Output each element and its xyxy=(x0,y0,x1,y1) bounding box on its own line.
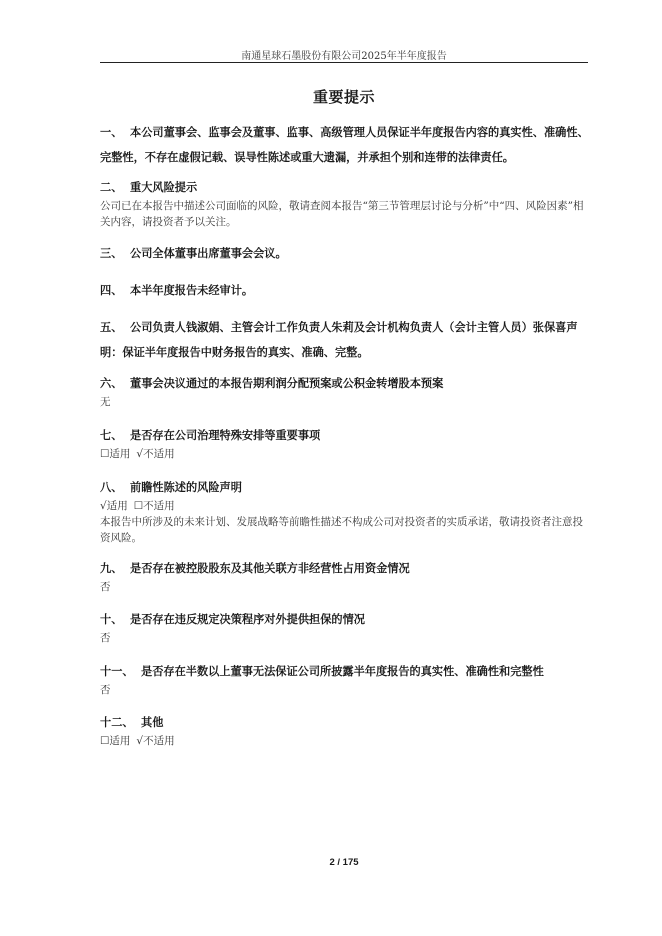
section-5-text: 公司负责人钱淑娟、主管会计工作负责人朱莉及会计机构负责人（会计主管人员）张保喜声明：保证半年度报告中财务报告的真实、准确、完整。 xyxy=(100,320,578,359)
section-8-number: 八、 xyxy=(100,480,123,494)
option-applicable: ☐适用 xyxy=(100,735,131,747)
section-2 xyxy=(100,177,590,230)
option-not-applicable: √不适用 xyxy=(136,735,175,747)
section-9-heading xyxy=(100,558,590,579)
section-5-heading xyxy=(100,315,590,365)
section-11 xyxy=(100,661,590,698)
section-10-number: 十、 xyxy=(100,612,123,626)
section-11-number: 十一、 xyxy=(100,664,134,678)
section-7-text: 是否存在公司治理特殊安排等重要事项 xyxy=(130,428,321,442)
section-10-heading xyxy=(100,609,590,630)
section-12-heading xyxy=(100,712,590,733)
section-4-heading xyxy=(100,280,590,301)
section-7 xyxy=(100,425,590,462)
section-3 xyxy=(100,243,590,264)
section-8-text: 前瞻性陈述的风险声明 xyxy=(130,480,242,494)
section-2-number: 二、 xyxy=(100,180,123,194)
section-8 xyxy=(100,477,590,546)
section-7-options xyxy=(100,446,590,462)
page-title: 重要提示 xyxy=(312,88,375,106)
section-1-text: 本公司董事会、监事会及董事、监事、高级管理人员保证半年度报告内容的真实性、准确性、完整性，不存在虚假记载、误导性陈述或重大遗漏，并承担个别和连带的法律责任。 xyxy=(100,125,589,164)
section-8-body: 本报告中所涉及的未来计划、发展战略等前瞻性描述不构成公司对投资者的实质承诺，敬请投资者注意投资风险。 xyxy=(100,516,583,544)
section-11-text: 是否存在半数以上董事无法保证公司所披露半年度报告的真实性、准确性和完整性 xyxy=(141,664,544,678)
section-6-body: 无 xyxy=(100,396,111,408)
section-11-heading xyxy=(100,661,590,682)
section-10-text: 是否存在违反规定决策程序对外提供担保的情况 xyxy=(130,612,365,626)
section-6-number: 六、 xyxy=(100,376,123,390)
section-12-text: 其他 xyxy=(141,715,164,729)
section-5-number: 五、 xyxy=(100,320,123,334)
header-rule xyxy=(100,62,588,63)
section-3-heading xyxy=(100,243,590,264)
section-7-heading xyxy=(100,425,590,446)
option-applicable: √适用 xyxy=(100,500,128,512)
section-10 xyxy=(100,609,590,646)
section-9-number: 九、 xyxy=(100,561,123,575)
section-6-text: 董事会决议通过的本报告期利润分配预案或公积金转增股本预案 xyxy=(130,376,444,390)
option-not-applicable: ☐不适用 xyxy=(133,500,175,512)
section-4 xyxy=(100,280,590,301)
section-1-heading xyxy=(100,120,590,170)
section-12 xyxy=(100,712,590,749)
section-9 xyxy=(100,558,590,595)
section-4-number: 四、 xyxy=(100,283,123,297)
section-5 xyxy=(100,315,590,365)
section-4-text: 本半年度报告未经审计。 xyxy=(130,283,254,297)
section-12-number: 十二、 xyxy=(100,715,134,729)
section-8-heading xyxy=(100,477,590,498)
section-3-text: 公司全体董事出席董事会会议。 xyxy=(130,246,287,260)
section-1 xyxy=(100,120,590,170)
section-9-body: 否 xyxy=(100,581,111,593)
section-11-body: 否 xyxy=(100,684,111,696)
section-3-number: 三、 xyxy=(100,246,123,260)
section-7-number: 七、 xyxy=(100,428,123,442)
section-1-number: 一、 xyxy=(100,125,123,139)
section-6 xyxy=(100,373,590,410)
option-applicable: ☐适用 xyxy=(100,448,131,460)
section-8-options xyxy=(100,498,590,514)
section-9-text: 是否存在被控股股东及其他关联方非经营性占用资金情况 xyxy=(130,561,410,575)
section-2-body: 公司已在本报告中描述公司面临的风险，敬请查阅本报告“第三节管理层讨论与分析”中“四、风险因素”相关内容，请投资者予以关注。 xyxy=(100,200,584,228)
section-2-text: 重大风险提示 xyxy=(130,180,198,194)
page-number: 2 / 175 xyxy=(329,857,359,868)
section-10-body: 否 xyxy=(100,632,111,644)
section-2-heading xyxy=(100,177,590,198)
section-12-options xyxy=(100,733,590,749)
section-6-heading xyxy=(100,373,590,394)
running-header: 南通星球石墨股份有限公司2025年半年度报告 xyxy=(241,51,447,62)
option-not-applicable: √不适用 xyxy=(136,448,175,460)
